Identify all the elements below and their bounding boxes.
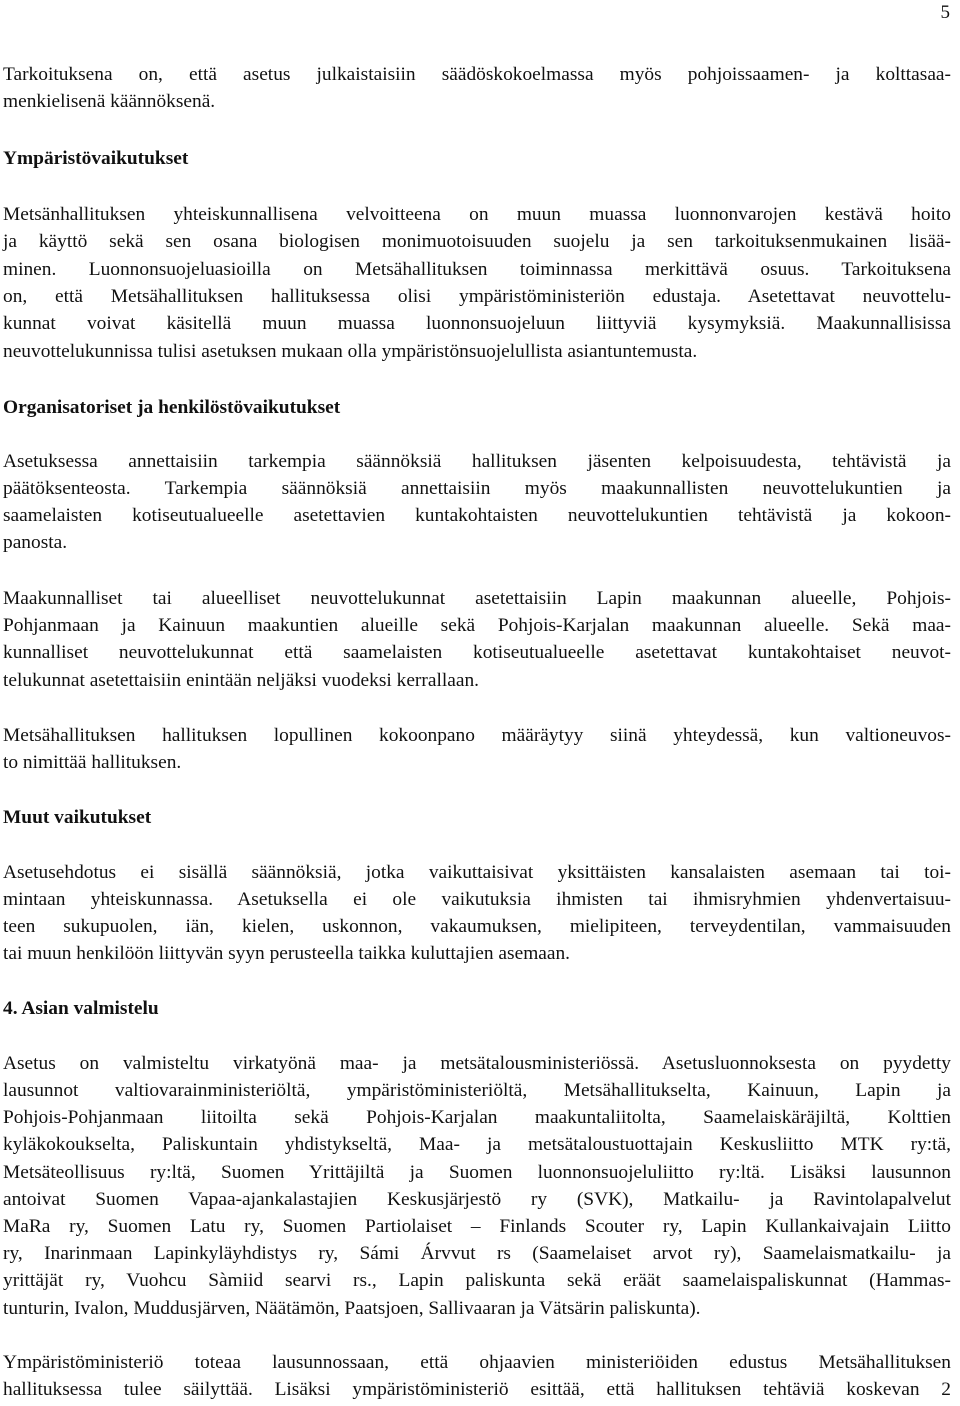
section-heading: Ympäristövaikutukset <box>3 148 189 169</box>
document-page <box>3 0 951 1406</box>
text-line: to nimittää hallituksen. <box>3 752 182 773</box>
section-heading: 4. Asian valmistelu <box>3 998 159 1019</box>
text-line: antoivat Suomen Vapaa-ajankalastajien Keskusjärjestö ry (SVK), Matkailu- ja Ravintolapalvelut <box>3 1189 951 1210</box>
text-line: Pohjois-Pohjanmaan liitoilta sekä Pohjois-Karjalan maakuntaliitolta, Saamelaiskäräjiltä, Kolttien <box>3 1107 951 1128</box>
text-line: panosta. <box>3 532 68 553</box>
text-line: Metsähallituksen hallituksen lopullinen kokoonpano määräytyy siinä yhteydessä, kun valtioneuvos- <box>3 725 951 746</box>
text-line: kunnat voivat käsitellä muun muassa luonnonsuojeluun liittyviä kysymyksiä. Maakunnallisissa <box>3 313 951 334</box>
text-line: Maakunnalliset tai alueelliset neuvottelukunnat asetettaisiin Lapin maakunnan alueelle, Pohjois- <box>3 588 951 609</box>
text-line: yrittäjät ry, Vuohcu Sàmiid searvi rs., Lapin paliskunta sekä eräät saamelaispaliskunnat (Hammas- <box>3 1270 951 1291</box>
text-line: Tarkoituksena on, että asetus julkaistaisiin säädöskokoelmassa myös pohjoissaamen- ja kolttasaa- <box>3 64 951 85</box>
text-line: hallituksessa tulee säilyttää. Lisäksi ympäristöministeriö esittää, että hallituksen tehtäviä koskevan 2 <box>3 1379 951 1400</box>
text-line: saamelaisten kotiseutualueelle asetettavien kuntakohtaisten neuvottelukuntien tehtävistä ja kokoon- <box>3 505 951 526</box>
section-heading: Organisatoriset ja henkilöstövaikutukset <box>3 397 341 418</box>
text-line: tunturin, Ivalon, Muddusjärven, Näätämön, Paatsjoen, Sallivaaran ja Vätsärin paliskunta). <box>3 1298 701 1319</box>
text-line: Pohjanmaan ja Kainuun maakuntien alueille sekä Pohjois-Karjalan maakunnan alueelle. Sekä maa- <box>3 615 951 636</box>
text-line: kyläkokoukselta, Paliskuntain yhdistykseltä, Maa- ja metsätaloustuottajain Keskusliitto MTK ry:tä, <box>3 1134 951 1155</box>
text-line: ja käyttö sekä sen osana biologisen monimuotoisuuden suojelu ja sen tarkoituksenmukainen lisää- <box>3 231 951 252</box>
text-line: päätöksenteosta. Tarkempia säännöksiä annettaisiin myös maakunnallisten neuvottelukuntien ja <box>3 478 951 499</box>
text-line: ry, Inarinmaan Lapinkyläyhdistys ry, Sámi Árvvut rs (Saamelaiset arvot ry), Saamelaismatkailu- ja <box>3 1243 951 1264</box>
text-line: MaRa ry, Suomen Latu ry, Suomen Partiolaiset – Finlands Scouter ry, Lapin Kullankaivajain Liitto <box>3 1216 951 1237</box>
text-line: on, että Metsähallituksen hallituksessa olisi ympäristöministeriön edustaja. Asetettavat neuvottelu- <box>3 286 951 307</box>
text-line: Ympäristöministeriö toteaa lausunnossaan, että ohjaavien ministeriöiden edustus Metsähallituksen <box>3 1352 951 1373</box>
text-line: Asetusehdotus ei sisällä säännöksiä, jotka vaikuttaisivat yksittäisten kansalaisten asemaan tai toi- <box>3 862 951 883</box>
text-line: Asetus on valmisteltu virkatyönä maa- ja metsätalousministeriössä. Asetusluonnoksesta on pyydetty <box>3 1053 951 1074</box>
text-line: minen. Luonnonsuojeluasioilla on Metsähallituksen toiminnassa merkittävä osuus. Tarkoituksena <box>3 259 951 280</box>
text-line: Metsäteollisuus ry:ltä, Suomen Yrittäjiltä ja Suomen luonnonsuojeluliitto ry:ltä. Lisäksi lausunnon <box>3 1162 951 1183</box>
text-line: teen sukupuolen, iän, kielen, uskonnon, vakaumuksen, mielipiteen, terveydentilan, vammaisuuden <box>3 916 951 937</box>
text-line: telukunnat asetettaisiin enintään neljäksi vuodeksi kerrallaan. <box>3 670 479 691</box>
text-line: tai muun henkilöön liittyvän syyn perusteella taikka kuluttajien asemaan. <box>3 943 571 964</box>
text-line: lausunnot valtiovarainministeriöltä, ympäristöministeriöltä, Metsähallitukselta, Kainuun, Lapin ja <box>3 1080 951 1101</box>
text-line: mintaan yhteiskunnassa. Asetuksella ei ole vaikutuksia ihmisten tai ihmisryhmien yhdenvertaisuu- <box>3 889 951 910</box>
text-line: neuvottelukunnissa tulisi asetuksen mukaan olla ympäristönsuojelullista asiantuntemusta. <box>3 341 698 362</box>
page-number: 5 <box>940 2 950 23</box>
text-line: Asetuksessa annettaisiin tarkempia säännöksiä hallituksen jäsenten kelpoisuudesta, tehtävistä ja <box>3 451 951 472</box>
text-line: kunnalliset neuvottelukunnat että saamelaisten kotiseutualueelle asetettavat kuntakohtaiset neuvot- <box>3 642 951 663</box>
text-line: Metsänhallituksen yhteiskunnallisena velvoitteena on muun muassa luonnonvarojen kestävä hoito <box>3 204 951 225</box>
section-heading: Muut vaikutukset <box>3 807 152 828</box>
text-line: menkielisenä käännöksenä. <box>3 91 216 112</box>
